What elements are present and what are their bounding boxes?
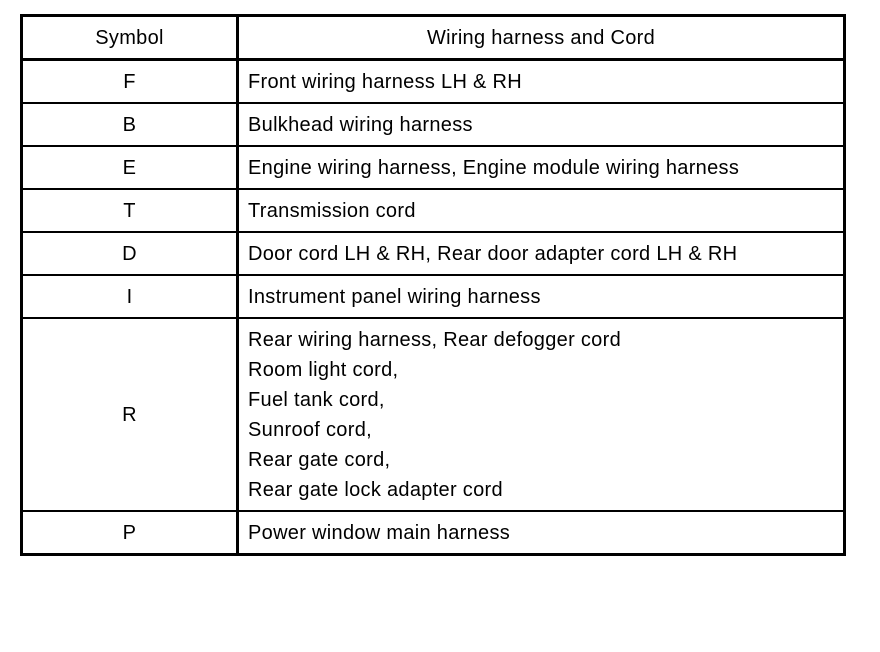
- description-line: Sunroof cord,: [248, 419, 372, 441]
- description-cell: [239, 276, 843, 317]
- description-line: Fuel tank cord,: [248, 389, 385, 411]
- description-line: Rear gate lock adapter cord: [248, 479, 503, 501]
- description-cell: [239, 512, 843, 553]
- description-line: Power window main harness: [248, 522, 511, 544]
- description-line: Front wiring harness LH & RH: [248, 71, 523, 93]
- symbol-cell: P: [23, 512, 239, 553]
- table-row: [23, 274, 843, 317]
- table-header-row: [23, 17, 843, 58]
- description-line: Transmission cord: [248, 200, 416, 222]
- description-cell: [239, 61, 843, 102]
- description-cell: [239, 104, 843, 145]
- description-cell: [239, 190, 843, 231]
- wiring-harness-table: [20, 14, 846, 556]
- header-description: Wiring harness and Cord: [426, 27, 656, 49]
- table-row: [23, 231, 843, 274]
- table-row: [23, 58, 843, 102]
- description-line: Rear gate cord,: [248, 449, 391, 471]
- symbol-cell: R: [23, 319, 239, 510]
- description-cell: [239, 319, 843, 510]
- description-line: Bulkhead wiring harness: [248, 114, 473, 136]
- symbol-cell: E: [23, 147, 239, 188]
- table-row: [23, 145, 843, 188]
- table-row: [23, 102, 843, 145]
- table-row: [23, 317, 843, 510]
- symbol-cell: F: [23, 61, 239, 102]
- symbol-cell: B: [23, 104, 239, 145]
- symbol-cell: I: [23, 276, 239, 317]
- description-line: Rear wiring harness, Rear defogger cord: [248, 329, 621, 351]
- table-row: [23, 188, 843, 231]
- symbol-cell: T: [23, 190, 239, 231]
- description-cell: Door cord LH & RH, Rear door adapter cord LH & RH: [248, 243, 738, 265]
- description-cell: Engine wiring harness, Engine module wiring harness: [248, 157, 740, 179]
- header-symbol: Symbol: [23, 17, 239, 58]
- description-line: Instrument panel wiring harness: [248, 286, 541, 308]
- description-line: Room light cord,: [248, 359, 399, 381]
- table-row: [23, 510, 843, 553]
- symbol-cell: D: [23, 233, 239, 274]
